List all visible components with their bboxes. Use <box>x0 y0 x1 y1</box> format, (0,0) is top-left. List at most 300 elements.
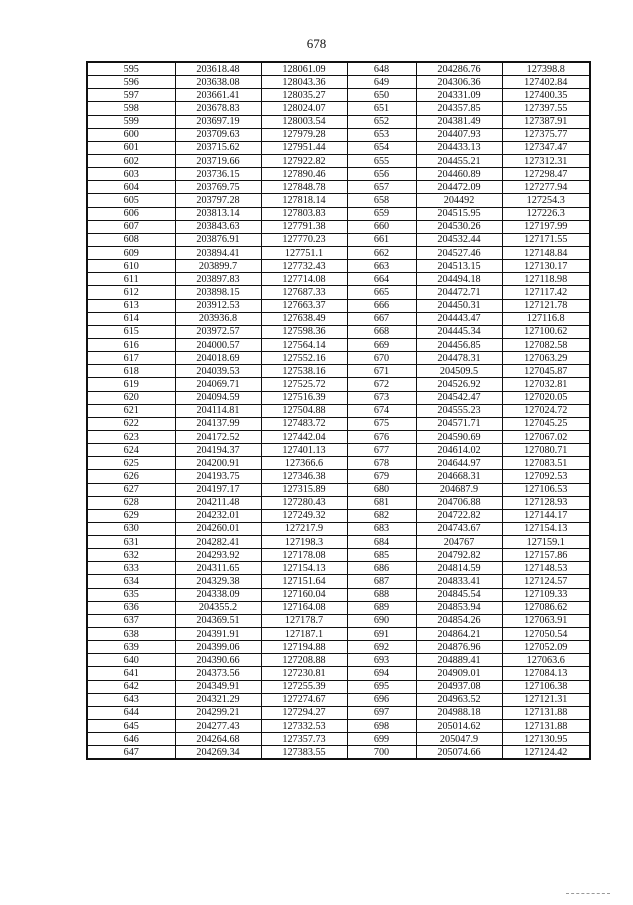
y-coordinate-cell: 127383.55 <box>261 746 347 760</box>
point-number-cell: 604 <box>87 181 175 194</box>
y-coordinate-cell: 127080.71 <box>502 444 590 457</box>
table-row <box>87 246 590 259</box>
point-number-cell: 643 <box>87 693 175 706</box>
point-number-cell: 671 <box>347 365 416 378</box>
y-coordinate-cell: 127100.62 <box>502 325 590 338</box>
x-coordinate-cell: 204306.36 <box>416 76 502 89</box>
table-row <box>87 654 590 667</box>
x-coordinate-cell: 204909.01 <box>416 667 502 680</box>
table-row <box>87 588 590 601</box>
point-number-cell: 619 <box>87 378 175 391</box>
table-row <box>87 641 590 654</box>
x-coordinate-cell: 204864.21 <box>416 628 502 641</box>
x-coordinate-cell: 204445.34 <box>416 325 502 338</box>
x-coordinate-cell: 204472.71 <box>416 286 502 299</box>
table-row <box>87 325 590 338</box>
y-coordinate-cell: 127187.1 <box>261 628 347 641</box>
point-number-cell: 642 <box>87 680 175 693</box>
point-number-cell: 630 <box>87 522 175 535</box>
y-coordinate-cell: 127083.51 <box>502 457 590 470</box>
x-coordinate-cell: 204381.49 <box>416 115 502 128</box>
x-coordinate-cell: 204513.15 <box>416 260 502 273</box>
y-coordinate-cell: 127154.13 <box>502 522 590 535</box>
x-coordinate-cell: 203678.83 <box>175 102 261 115</box>
point-number-cell: 620 <box>87 391 175 404</box>
y-coordinate-cell: 127312.31 <box>502 154 590 167</box>
x-coordinate-cell: 204509.5 <box>416 365 502 378</box>
x-coordinate-cell: 204329.38 <box>175 575 261 588</box>
y-coordinate-cell: 127045.87 <box>502 365 590 378</box>
x-coordinate-cell: 204450.31 <box>416 299 502 312</box>
point-number-cell: 668 <box>347 325 416 338</box>
y-coordinate-cell: 127538.16 <box>261 365 347 378</box>
y-coordinate-cell: 128043.36 <box>261 76 347 89</box>
point-number-cell: 640 <box>87 654 175 667</box>
table-row <box>87 128 590 141</box>
y-coordinate-cell: 127178.7 <box>261 614 347 627</box>
x-coordinate-cell: 204039.53 <box>175 365 261 378</box>
x-coordinate-cell: 203797.28 <box>175 194 261 207</box>
point-number-cell: 628 <box>87 496 175 509</box>
point-number-cell: 687 <box>347 575 416 588</box>
point-number-cell: 648 <box>347 62 416 76</box>
table-row <box>87 430 590 443</box>
y-coordinate-cell: 127198.3 <box>261 536 347 549</box>
x-coordinate-cell: 204530.26 <box>416 220 502 233</box>
y-coordinate-cell: 127818.14 <box>261 194 347 207</box>
point-number-cell: 684 <box>347 536 416 549</box>
y-coordinate-cell: 127092.53 <box>502 470 590 483</box>
y-coordinate-cell: 127124.42 <box>502 746 590 760</box>
x-coordinate-cell: 204373.56 <box>175 667 261 680</box>
x-coordinate-cell: 204492 <box>416 194 502 207</box>
x-coordinate-cell: 204515.95 <box>416 207 502 220</box>
point-number-cell: 652 <box>347 115 416 128</box>
x-coordinate-cell: 204433.13 <box>416 141 502 154</box>
point-number-cell: 595 <box>87 62 175 76</box>
y-coordinate-cell: 127159.1 <box>502 536 590 549</box>
y-coordinate-cell: 127124.57 <box>502 575 590 588</box>
point-number-cell: 603 <box>87 168 175 181</box>
point-number-cell: 672 <box>347 378 416 391</box>
x-coordinate-cell: 204889.41 <box>416 654 502 667</box>
point-number-cell: 632 <box>87 549 175 562</box>
x-coordinate-cell: 203697.19 <box>175 115 261 128</box>
x-coordinate-cell: 204277.43 <box>175 720 261 733</box>
point-number-cell: 635 <box>87 588 175 601</box>
y-coordinate-cell: 127387.91 <box>502 115 590 128</box>
x-coordinate-cell: 204988.18 <box>416 706 502 719</box>
table-row <box>87 207 590 220</box>
point-number-cell: 636 <box>87 601 175 614</box>
y-coordinate-cell: 127402.84 <box>502 76 590 89</box>
x-coordinate-cell: 204854.26 <box>416 614 502 627</box>
y-coordinate-cell: 127525.72 <box>261 378 347 391</box>
y-coordinate-cell: 127130.17 <box>502 260 590 273</box>
x-coordinate-cell: 204853.94 <box>416 601 502 614</box>
table-row <box>87 746 590 760</box>
x-coordinate-cell: 203709.63 <box>175 128 261 141</box>
x-coordinate-cell: 204331.09 <box>416 89 502 102</box>
coordinate-table-body <box>87 62 590 759</box>
y-coordinate-cell: 127249.32 <box>261 509 347 522</box>
table-row <box>87 496 590 509</box>
x-coordinate-cell: 203894.41 <box>175 246 261 259</box>
y-coordinate-cell: 127294.27 <box>261 706 347 719</box>
x-coordinate-cell: 203936.8 <box>175 312 261 325</box>
table-row <box>87 549 590 562</box>
x-coordinate-cell: 204172.52 <box>175 430 261 443</box>
y-coordinate-cell: 127144.17 <box>502 509 590 522</box>
point-number-cell: 662 <box>347 246 416 259</box>
x-coordinate-cell: 204018.69 <box>175 352 261 365</box>
x-coordinate-cell: 204260.01 <box>175 522 261 535</box>
table-row <box>87 457 590 470</box>
y-coordinate-cell: 127366.6 <box>261 457 347 470</box>
point-number-cell: 639 <box>87 641 175 654</box>
point-number-cell: 694 <box>347 667 416 680</box>
table-row <box>87 614 590 627</box>
x-coordinate-cell: 204369.51 <box>175 614 261 627</box>
x-coordinate-cell: 204399.06 <box>175 641 261 654</box>
x-coordinate-cell: 204286.76 <box>416 62 502 76</box>
point-number-cell: 624 <box>87 444 175 457</box>
x-coordinate-cell: 204355.2 <box>175 601 261 614</box>
point-number-cell: 661 <box>347 233 416 246</box>
point-number-cell: 615 <box>87 325 175 338</box>
x-coordinate-cell: 204722.82 <box>416 509 502 522</box>
x-coordinate-cell: 204321.29 <box>175 693 261 706</box>
y-coordinate-cell: 127128.93 <box>502 496 590 509</box>
table-row <box>87 667 590 680</box>
x-coordinate-cell: 203661.41 <box>175 89 261 102</box>
y-coordinate-cell: 127400.35 <box>502 89 590 102</box>
y-coordinate-cell: 127148.84 <box>502 246 590 259</box>
y-coordinate-cell: 127277.94 <box>502 181 590 194</box>
x-coordinate-cell: 204299.21 <box>175 706 261 719</box>
point-number-cell: 609 <box>87 246 175 259</box>
y-coordinate-cell: 127401.13 <box>261 444 347 457</box>
y-coordinate-cell: 127564.14 <box>261 338 347 351</box>
y-coordinate-cell: 127398.8 <box>502 62 590 76</box>
x-coordinate-cell: 204687.9 <box>416 483 502 496</box>
point-number-cell: 655 <box>347 154 416 167</box>
table-row <box>87 299 590 312</box>
x-coordinate-cell: 203769.75 <box>175 181 261 194</box>
table-row <box>87 536 590 549</box>
point-number-cell: 663 <box>347 260 416 273</box>
x-coordinate-cell: 203899.7 <box>175 260 261 273</box>
y-coordinate-cell: 127020.05 <box>502 391 590 404</box>
point-number-cell: 683 <box>347 522 416 535</box>
y-coordinate-cell: 127024.72 <box>502 404 590 417</box>
point-number-cell: 623 <box>87 430 175 443</box>
table-row <box>87 62 590 76</box>
y-coordinate-cell: 127032.81 <box>502 378 590 391</box>
x-coordinate-cell: 204494.18 <box>416 273 502 286</box>
y-coordinate-cell: 127347.47 <box>502 141 590 154</box>
point-number-cell: 634 <box>87 575 175 588</box>
point-number-cell: 700 <box>347 746 416 760</box>
y-coordinate-cell: 127063.91 <box>502 614 590 627</box>
y-coordinate-cell: 127274.67 <box>261 693 347 706</box>
y-coordinate-cell: 127109.33 <box>502 588 590 601</box>
x-coordinate-cell: 204269.34 <box>175 746 261 760</box>
y-coordinate-cell: 127687.33 <box>261 286 347 299</box>
table-row <box>87 575 590 588</box>
point-number-cell: 666 <box>347 299 416 312</box>
point-number-cell: 664 <box>347 273 416 286</box>
x-coordinate-cell: 204455.21 <box>416 154 502 167</box>
y-coordinate-cell: 127791.38 <box>261 220 347 233</box>
point-number-cell: 686 <box>347 562 416 575</box>
x-coordinate-cell: 204792.82 <box>416 549 502 562</box>
point-number-cell: 651 <box>347 102 416 115</box>
table-row <box>87 260 590 273</box>
y-coordinate-cell: 127375.77 <box>502 128 590 141</box>
coordinate-table <box>86 61 591 760</box>
point-number-cell: 699 <box>347 733 416 746</box>
x-coordinate-cell: 203972.57 <box>175 325 261 338</box>
y-coordinate-cell: 127951.44 <box>261 141 347 154</box>
x-coordinate-cell: 203898.15 <box>175 286 261 299</box>
point-number-cell: 608 <box>87 233 175 246</box>
point-number-cell: 641 <box>87 667 175 680</box>
y-coordinate-cell: 127598.36 <box>261 325 347 338</box>
point-number-cell: 698 <box>347 720 416 733</box>
x-coordinate-cell: 204526.92 <box>416 378 502 391</box>
point-number-cell: 670 <box>347 352 416 365</box>
x-coordinate-cell: 203897.83 <box>175 273 261 286</box>
y-coordinate-cell: 127154.13 <box>261 562 347 575</box>
y-coordinate-cell: 127357.73 <box>261 733 347 746</box>
point-number-cell: 657 <box>347 181 416 194</box>
point-number-cell: 602 <box>87 154 175 167</box>
y-coordinate-cell: 127979.28 <box>261 128 347 141</box>
x-coordinate-cell: 204114.81 <box>175 404 261 417</box>
y-coordinate-cell: 127848.78 <box>261 181 347 194</box>
x-coordinate-cell: 203912.53 <box>175 299 261 312</box>
y-coordinate-cell: 127638.49 <box>261 312 347 325</box>
point-number-cell: 625 <box>87 457 175 470</box>
y-coordinate-cell: 127504.88 <box>261 404 347 417</box>
point-number-cell: 637 <box>87 614 175 627</box>
point-number-cell: 675 <box>347 417 416 430</box>
y-coordinate-cell: 127254.3 <box>502 194 590 207</box>
point-number-cell: 618 <box>87 365 175 378</box>
point-number-cell: 658 <box>347 194 416 207</box>
table-row <box>87 154 590 167</box>
table-row <box>87 273 590 286</box>
table-row <box>87 102 590 115</box>
x-coordinate-cell: 205047.9 <box>416 733 502 746</box>
table-row <box>87 483 590 496</box>
y-coordinate-cell: 127255.39 <box>261 680 347 693</box>
table-row <box>87 601 590 614</box>
point-number-cell: 605 <box>87 194 175 207</box>
x-coordinate-cell: 204311.65 <box>175 562 261 575</box>
footer-rule <box>566 893 610 894</box>
x-coordinate-cell: 204282.41 <box>175 536 261 549</box>
point-number-cell: 611 <box>87 273 175 286</box>
point-number-cell: 659 <box>347 207 416 220</box>
y-coordinate-cell: 127160.04 <box>261 588 347 601</box>
y-coordinate-cell: 127770.23 <box>261 233 347 246</box>
point-number-cell: 627 <box>87 483 175 496</box>
y-coordinate-cell: 127067.02 <box>502 430 590 443</box>
y-coordinate-cell: 127164.08 <box>261 601 347 614</box>
point-number-cell: 692 <box>347 641 416 654</box>
table-row <box>87 89 590 102</box>
table-row <box>87 233 590 246</box>
point-number-cell: 633 <box>87 562 175 575</box>
x-coordinate-cell: 204555.23 <box>416 404 502 417</box>
y-coordinate-cell: 127050.54 <box>502 628 590 641</box>
point-number-cell: 696 <box>347 693 416 706</box>
x-coordinate-cell: 204094.59 <box>175 391 261 404</box>
table-row <box>87 194 590 207</box>
table-row <box>87 352 590 365</box>
point-number-cell: 690 <box>347 614 416 627</box>
y-coordinate-cell: 127171.55 <box>502 233 590 246</box>
y-coordinate-cell: 127063.6 <box>502 654 590 667</box>
point-number-cell: 616 <box>87 338 175 351</box>
y-coordinate-cell: 127131.88 <box>502 720 590 733</box>
point-number-cell: 691 <box>347 628 416 641</box>
point-number-cell: 697 <box>347 706 416 719</box>
table-row <box>87 693 590 706</box>
y-coordinate-cell: 127315.89 <box>261 483 347 496</box>
point-number-cell: 660 <box>347 220 416 233</box>
x-coordinate-cell: 204571.71 <box>416 417 502 430</box>
x-coordinate-cell: 204137.99 <box>175 417 261 430</box>
y-coordinate-cell: 127217.9 <box>261 522 347 535</box>
table-row <box>87 417 590 430</box>
point-number-cell: 681 <box>347 496 416 509</box>
point-number-cell: 688 <box>347 588 416 601</box>
x-coordinate-cell: 203736.15 <box>175 168 261 181</box>
point-number-cell: 596 <box>87 76 175 89</box>
point-number-cell: 685 <box>347 549 416 562</box>
y-coordinate-cell: 127106.53 <box>502 483 590 496</box>
table-row <box>87 628 590 641</box>
x-coordinate-cell: 204456.85 <box>416 338 502 351</box>
y-coordinate-cell: 127803.83 <box>261 207 347 220</box>
x-coordinate-cell: 204814.59 <box>416 562 502 575</box>
point-number-cell: 599 <box>87 115 175 128</box>
y-coordinate-cell: 127117.42 <box>502 286 590 299</box>
point-number-cell: 665 <box>347 286 416 299</box>
x-coordinate-cell: 204407.93 <box>416 128 502 141</box>
point-number-cell: 613 <box>87 299 175 312</box>
x-coordinate-cell: 204644.97 <box>416 457 502 470</box>
table-row <box>87 220 590 233</box>
x-coordinate-cell: 204193.75 <box>175 470 261 483</box>
x-coordinate-cell: 204200.91 <box>175 457 261 470</box>
x-coordinate-cell: 204614.02 <box>416 444 502 457</box>
y-coordinate-cell: 127332.53 <box>261 720 347 733</box>
y-coordinate-cell: 127890.46 <box>261 168 347 181</box>
point-number-cell: 674 <box>347 404 416 417</box>
x-coordinate-cell: 204232.01 <box>175 509 261 522</box>
x-coordinate-cell: 204000.57 <box>175 338 261 351</box>
point-number-cell: 650 <box>347 89 416 102</box>
x-coordinate-cell: 204338.09 <box>175 588 261 601</box>
x-coordinate-cell: 204391.91 <box>175 628 261 641</box>
x-coordinate-cell: 205014.62 <box>416 720 502 733</box>
y-coordinate-cell: 127714.08 <box>261 273 347 286</box>
x-coordinate-cell: 203719.66 <box>175 154 261 167</box>
x-coordinate-cell: 204590.69 <box>416 430 502 443</box>
point-number-cell: 601 <box>87 141 175 154</box>
x-coordinate-cell: 203843.63 <box>175 220 261 233</box>
y-coordinate-cell: 127226.3 <box>502 207 590 220</box>
x-coordinate-cell: 204194.37 <box>175 444 261 457</box>
table-row <box>87 181 590 194</box>
y-coordinate-cell: 127483.72 <box>261 417 347 430</box>
y-coordinate-cell: 127552.16 <box>261 352 347 365</box>
table-row <box>87 365 590 378</box>
point-number-cell: 597 <box>87 89 175 102</box>
point-number-cell: 606 <box>87 207 175 220</box>
x-coordinate-cell: 204264.68 <box>175 733 261 746</box>
x-coordinate-cell: 204963.52 <box>416 693 502 706</box>
x-coordinate-cell: 204706.88 <box>416 496 502 509</box>
y-coordinate-cell: 127197.99 <box>502 220 590 233</box>
y-coordinate-cell: 127663.37 <box>261 299 347 312</box>
x-coordinate-cell: 204349.91 <box>175 680 261 693</box>
table-row <box>87 562 590 575</box>
point-number-cell: 679 <box>347 470 416 483</box>
y-coordinate-cell: 127397.55 <box>502 102 590 115</box>
y-coordinate-cell: 127751.1 <box>261 246 347 259</box>
point-number-cell: 598 <box>87 102 175 115</box>
y-coordinate-cell: 127442.04 <box>261 430 347 443</box>
table-row <box>87 115 590 128</box>
x-coordinate-cell: 204833.41 <box>416 575 502 588</box>
point-number-cell: 656 <box>347 168 416 181</box>
point-number-cell: 649 <box>347 76 416 89</box>
x-coordinate-cell: 204357.85 <box>416 102 502 115</box>
x-coordinate-cell: 203638.08 <box>175 76 261 89</box>
y-coordinate-cell: 127157.86 <box>502 549 590 562</box>
table-row <box>87 378 590 391</box>
point-number-cell: 614 <box>87 312 175 325</box>
table-row <box>87 680 590 693</box>
page-number: 678 <box>306 36 327 51</box>
point-number-cell: 654 <box>347 141 416 154</box>
table-row <box>87 470 590 483</box>
table-row <box>87 522 590 535</box>
table-row <box>87 168 590 181</box>
table-row <box>87 706 590 719</box>
y-coordinate-cell: 127280.43 <box>261 496 347 509</box>
x-coordinate-cell: 204542.47 <box>416 391 502 404</box>
x-coordinate-cell: 204211.48 <box>175 496 261 509</box>
x-coordinate-cell: 204767 <box>416 536 502 549</box>
y-coordinate-cell: 127082.58 <box>502 338 590 351</box>
table-row <box>87 391 590 404</box>
y-coordinate-cell: 127116.8 <box>502 312 590 325</box>
y-coordinate-cell: 127052.09 <box>502 641 590 654</box>
point-number-cell: 617 <box>87 352 175 365</box>
point-number-cell: 638 <box>87 628 175 641</box>
table-row <box>87 720 590 733</box>
point-number-cell: 621 <box>87 404 175 417</box>
y-coordinate-cell: 127346.38 <box>261 470 347 483</box>
y-coordinate-cell: 127230.81 <box>261 667 347 680</box>
x-coordinate-cell: 204460.89 <box>416 168 502 181</box>
